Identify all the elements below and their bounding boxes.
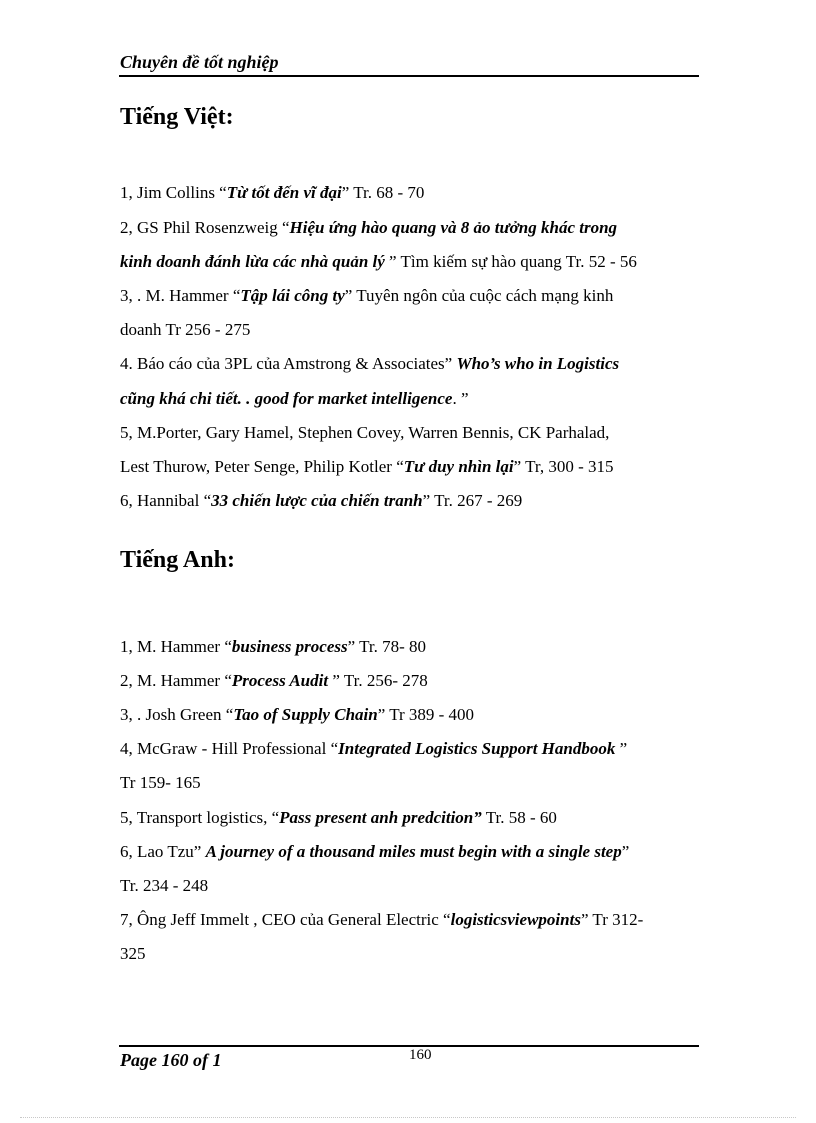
reference-text: ” Tr. 256- 278 — [328, 671, 428, 690]
reference-line — [120, 217, 720, 239]
reference-text: ” — [615, 739, 628, 758]
reference-text: 5, M.Porter, Gary Hamel, Stephen Covey, Warren Bennis, CK Parhalad, — [120, 423, 610, 442]
reference-line — [120, 319, 720, 341]
reference-line — [120, 875, 720, 897]
reference-text: ” Tuyên ngôn của cuộc cách mạng kinh — [344, 286, 614, 305]
reference-text: 1, Jim Collins “ — [120, 183, 227, 202]
footer-page-number: 160 — [409, 1047, 432, 1063]
footer-page-label: Page 160 of 1 — [120, 1050, 222, 1070]
reference-title: cũng khá chi tiết. . good for market intelligence — [120, 389, 453, 408]
reference-text: 1, M. Hammer “ — [120, 637, 232, 656]
reference-line — [120, 841, 720, 863]
header-rule — [119, 75, 699, 77]
reference-text: 2, GS Phil Rosenzweig “ — [120, 218, 290, 237]
reference-line — [120, 704, 720, 726]
reference-line — [120, 251, 720, 273]
reference-line — [120, 422, 720, 444]
reference-text: ” Tr. 267 - 269 — [422, 491, 523, 510]
reference-title: kinh doanh đánh lừa các nhà quản lý — [120, 252, 385, 271]
reference-title: logisticsviewpoints — [450, 910, 581, 929]
reference-text: Lest Thurow, Peter Senge, Philip Kotler “ — [120, 457, 404, 476]
reference-line — [120, 670, 720, 692]
reference-title: Pass present anh predcition” — [279, 808, 482, 827]
reference-text: 4. Báo cáo của 3PL của Amstrong & Associates” — [120, 354, 457, 373]
reference-text: 3, . Josh Green “ — [120, 705, 234, 724]
reference-line — [120, 772, 720, 794]
reference-line — [120, 943, 720, 965]
reference-text: . ” — [452, 389, 469, 408]
reference-text: 5, Transport logistics, “ — [120, 808, 280, 827]
reference-title: Từ tốt đến vĩ đại — [226, 183, 342, 202]
section-title-english: Tiếng Anh: — [120, 547, 235, 573]
reference-text: ” — [621, 842, 630, 861]
reference-line — [120, 353, 720, 375]
reference-text: doanh Tr 256 - 275 — [120, 320, 251, 339]
reference-text: Tr. 234 - 248 — [120, 876, 209, 895]
reference-line — [120, 909, 720, 931]
reference-line — [120, 738, 720, 760]
reference-text: 2, M. Hammer “ — [120, 671, 232, 690]
reference-title: A journey of a thousand miles must begin with a single step — [205, 842, 622, 861]
reference-text: ” Tr. 68 - 70 — [341, 183, 425, 202]
reference-line — [120, 490, 720, 512]
reference-text: Tr 159- 165 — [120, 773, 201, 792]
reference-text: ” Tr. 78- 80 — [347, 637, 427, 656]
reference-title: Tao of Supply Chain — [233, 705, 378, 724]
reference-line — [120, 285, 720, 307]
section-title-vietnamese: Tiếng Việt: — [120, 104, 234, 130]
reference-title: Hiệu ứng hào quang và 8 ảo tưởng khác trong — [289, 218, 618, 237]
reference-text: ” Tr 389 - 400 — [377, 705, 475, 724]
header-title: Chuyên đề tốt nghiệp — [120, 52, 279, 72]
reference-text: 4, McGraw - Hill Professional “ — [120, 739, 339, 758]
reference-text: 325 — [120, 944, 146, 963]
reference-line — [120, 388, 720, 410]
reference-text: 3, . M. Hammer “ — [120, 286, 241, 305]
page-edge-divider — [20, 1117, 796, 1118]
reference-text: ” Tr 312- — [580, 910, 644, 929]
reference-text: ” Tr, 300 - 315 — [513, 457, 614, 476]
reference-line — [120, 182, 720, 204]
reference-title: Tư duy nhìn lại — [403, 457, 514, 476]
reference-title: Who’s who in Logistics — [456, 354, 620, 373]
reference-title: 33 chiến lược của chiến tranh — [211, 491, 423, 510]
reference-title: Process Audit — [231, 671, 329, 690]
reference-title: Tập lái công ty — [240, 286, 345, 305]
reference-text: Tr. 58 - 60 — [481, 808, 557, 827]
reference-text: 6, Lao Tzu” — [120, 842, 206, 861]
reference-line — [120, 456, 720, 478]
reference-line — [120, 636, 720, 658]
reference-text: 7, Ông Jeff Immelt , CEO của General Electric “ — [120, 910, 451, 929]
reference-text: 6, Hannibal “ — [120, 491, 212, 510]
reference-text: ” Tìm kiếm sự hào quang Tr. 52 - 56 — [384, 252, 637, 271]
reference-line — [120, 807, 720, 829]
reference-title: business process — [231, 637, 348, 656]
reference-title: Integrated Logistics Support Handbook — [338, 739, 616, 758]
